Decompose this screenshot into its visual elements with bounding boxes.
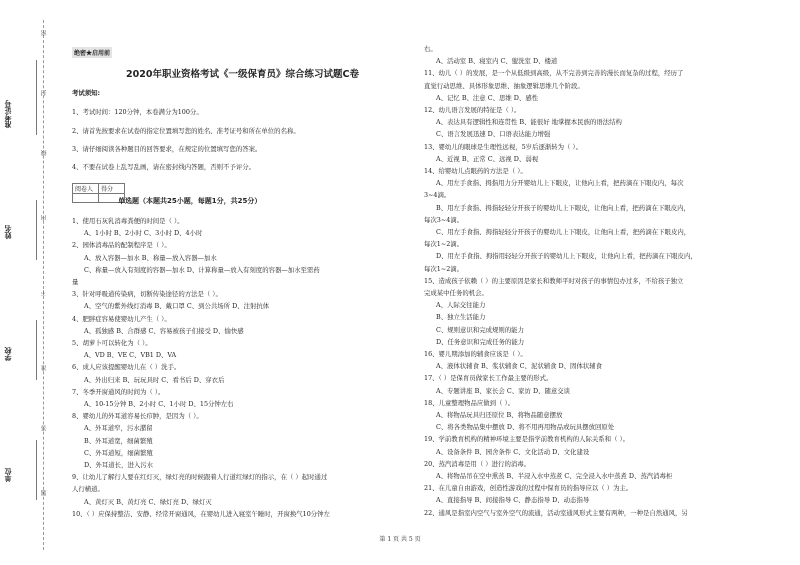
- question-line: 人行横道。: [72, 485, 104, 494]
- question-line: A、直接指导 B、间接指导 C、静态指导 D、动态指导: [436, 496, 590, 505]
- question-line: 1、使用石灰乳消毒粪便的时间是（ ）。: [72, 217, 184, 225]
- question-line: A、专题讲座 B、家长会 C、家访 D、随意交谈: [436, 386, 571, 395]
- question-line: 14、给婴幼儿点眼药的方法是（ ）。: [424, 167, 527, 175]
- question-line: 18、儿童整理物品应做到（ ）。: [424, 398, 515, 407]
- question-line: A、将物品吊在空中熏蒸 B、半浸入水中蒸煮 C、完全浸入水中蒸煮 D、蒸汽消毒柜: [436, 472, 673, 480]
- question-line: B、用左手食指、拇指轻轻分开孩子的婴幼儿上下眼皮，让他向上看，把药滴在下眼皮内，: [436, 203, 690, 212]
- grader-blank: [73, 194, 99, 203]
- question-line: D、用左手食指、拇指用轻轻分开孩子的婴幼儿上下眼皮，让他向上看，把药滴在下眼皮内，: [436, 252, 697, 261]
- question-line: 19、学前教育机构的精神环境主要是指学前教育机构的人际关系和（ ）。: [424, 435, 630, 444]
- binding-label-school: 学校: [3, 347, 12, 361]
- question-line: C、用左手食指、拇指轻轻分开孩子的婴幼儿上下眼皮，让他向上看，把药滴在下眼皮内，: [436, 228, 691, 236]
- question-line: A、外出归来 B、玩玩具时 C、看书后 D、穿衣后: [84, 375, 225, 384]
- exam-id-underline: [36, 60, 37, 135]
- question-line: 量: [72, 278, 79, 286]
- question-line: A、孤独感 B、合群感 C、容易被孩子们接受 D、愉快感: [84, 326, 244, 335]
- question-line: 每次3~4滴。: [424, 215, 464, 224]
- question-line: 7、冬季开窗通风的时间为（ ）。: [72, 387, 165, 396]
- seal-mark: 题: [41, 490, 48, 496]
- question-line: 3、针对呼吸道传染病，切断传染途径的方法是（ ）。: [72, 290, 222, 299]
- notice-item: 4、不要在试卷上乱写乱画，请在密封线内答题，否则不予评分。: [72, 163, 256, 171]
- question-line: A、记忆 B、注意 C、思维 D、感性: [436, 93, 539, 102]
- binding-label-exam-id: 准考证号: [3, 100, 12, 128]
- question-line: A、表达具有逻辑性和连贯性 B、能很好 地掌握本民族的语法结构: [436, 118, 622, 127]
- question-line: C、称量—放入有刻度的容器—加水 D、计算称量—放入有刻度的容器—加水至需药: [84, 265, 320, 274]
- seal-mark: 密: [41, 30, 48, 36]
- question-line: A、放入容器—加水 B、称量—放入容器—加水: [84, 253, 217, 262]
- grader-cell: 阅卷人: [73, 184, 99, 194]
- seal-mark: 答: [41, 425, 48, 431]
- notice-item: 3、请仔细阅读各种题目的回答要求，在规定的位置填写您的答案。: [72, 145, 262, 153]
- question-line: 20、蒸汽消毒是用（ ）进行的消毒。: [424, 459, 531, 468]
- question-line: A、VD B、VE C、VB1 D、VA: [84, 351, 177, 360]
- question-line: A、空气的紫外线灯消毒 B、戴口罩 C、到公共场所 D、注射抗体: [84, 302, 270, 311]
- question-line: A、液体状辅食 B、浆状辅食 C、泥状辅食 D、固体状辅食: [436, 362, 603, 371]
- question-line: A、外耳道窄，污水潴留: [84, 424, 153, 433]
- question-line: A、1小时 B、2小时 C、3小时 D、4小时: [84, 229, 203, 238]
- page-footer: 第 1 页 共 5 页: [379, 536, 421, 543]
- seal-mark: 线: [41, 150, 48, 156]
- question-line: 5、胡萝卜可以转化为（ ）。: [72, 339, 152, 347]
- question-line: A、近视 B、正常 C、远视 D、弱视: [436, 154, 539, 163]
- question-line: A、人际交往能力: [436, 301, 486, 310]
- binding-margin: [0, 0, 55, 565]
- question-line: 每次1~2滴。: [424, 240, 464, 249]
- question-line: 22、通风是指室内空气与室外空气的流通，活动室通风形式主要有两种，一种是自然通风，另: [424, 508, 688, 517]
- question-line: D、任务意识和完成任务的能力: [436, 337, 525, 346]
- notice-heading: 考试须知:: [72, 89, 101, 97]
- question-line: 9、让幼儿了解行人要在红灯灭，绿灯亮的时候跟着人行道红绿灯的指示，在（ ）起时通过: [72, 473, 328, 482]
- question-line: 8、婴幼儿的外耳道容易长疖肿，是因为（ ）。: [72, 412, 203, 421]
- question-line: 12、幼儿语言发展的特征是（ ）。: [424, 106, 521, 114]
- binding-label-unit: 单位: [3, 468, 12, 482]
- question-line: A、黄灯灭 B、黄灯亮 C、绿灯亮 D、绿灯灭: [84, 497, 212, 506]
- question-line: 2、园体消毒品的配制程序是（ ）。: [72, 241, 171, 250]
- question-line: 6、成人应该提醒婴幼儿在（ ）洗手。: [72, 363, 181, 372]
- question-line: 15、造成孩子依赖（ ）的主要原因是家长和教师平时对孩子的事情包办过多，不给孩子独立: [424, 276, 684, 285]
- question-line: D、外耳道长，进入污水: [84, 461, 154, 469]
- binding-label-name: 姓名: [3, 225, 12, 239]
- question-line: 右。: [424, 45, 437, 53]
- score-cell: 得分: [99, 184, 125, 194]
- seal-mark: 准: [41, 365, 48, 371]
- seal-mark: 封: [41, 90, 48, 96]
- question-line: C、规则意识和完成规则的能力: [436, 325, 524, 334]
- question-line: C、语言发展迅速 D、口语表达能力增强: [436, 130, 551, 139]
- seal-line: [43, 20, 44, 550]
- question-line: C、外耳道短，细菌繁殖: [84, 448, 153, 457]
- question-line: 17、（ ）是保育员做家长工作最主要的形式。: [424, 374, 553, 383]
- secret-label: 绝密★启用前: [72, 47, 112, 58]
- question-line: 每次1~2滴。: [424, 264, 464, 273]
- school-underline: [36, 320, 37, 380]
- seal-mark: 内: [41, 215, 48, 221]
- question-line: 21、在儿童自由游戏，创造性游戏的过程中保育员的指导应以（ ）为主。: [424, 484, 633, 493]
- question-line: 13、婴幼儿的眼球是生理性远视，5岁后逐渐转为（ ）。: [424, 142, 583, 151]
- section-title: 单选题（本题共25小题，每题1分，共25分）: [118, 197, 262, 205]
- question-line: A、将物品玩具归还原位 B、将物品随意摆放: [436, 411, 563, 419]
- question-line: 11、幼儿（ ）的发展，是一个从低级到高级，从不完善到完善的漫长而复杂的过程，经历了: [424, 69, 684, 78]
- exam-title: 2020年职业资格考试《一级保育员》综合练习试题C卷: [126, 69, 359, 80]
- notice-item: 1、考试时间：120分钟，本卷满分为100分。: [72, 108, 203, 116]
- question-line: A、10-15分钟 B、2小时 C、1小时 D、15分钟左右: [84, 400, 234, 408]
- question-line: A、用左手食指、拇指用力分开婴幼儿上下眼皮，让他向上看，把药滴在下眼皮内，每次: [436, 179, 684, 188]
- name-underline: [36, 200, 37, 260]
- question-line: 完成某中任务的机会。: [424, 289, 488, 297]
- question-line: B、独立生活能力: [436, 313, 486, 322]
- unit-underline: [36, 440, 37, 500]
- question-line: 4、肥胖症容易使婴幼儿产生（ ）。: [72, 314, 171, 323]
- notice-item: 2、请首先按要求在试卷的指定位置填写您的姓名、准考证号和所在单位的名称。: [72, 127, 300, 135]
- question-line: 10、（ ）应保持整洁、安静、经常开窗通风，在婴幼儿进入寝室午睡时，开窗换气10分钟左: [72, 509, 330, 518]
- question-line: B、外耳道宽，细菌繁殖: [84, 436, 153, 445]
- seal-mark: 不: [41, 290, 48, 296]
- question-line: 直觉行动思维、具体形象思维、抽象逻辑思维几个阶段。: [424, 81, 584, 90]
- question-line: A、活动室 B、寝室内 C、盥洗室 D、楼道: [436, 57, 558, 66]
- question-line: C、将各类物品集中摆放 D、将不用再用物品或玩具摆放回原处: [436, 423, 615, 432]
- question-line: 16、婴儿期添加的辅食应该是（ ）。: [424, 350, 527, 358]
- question-line: A、设备条件 B、园舍条件 C、文化活动 D、文化建设: [436, 447, 590, 456]
- question-line: 3~4滴。: [424, 191, 451, 200]
